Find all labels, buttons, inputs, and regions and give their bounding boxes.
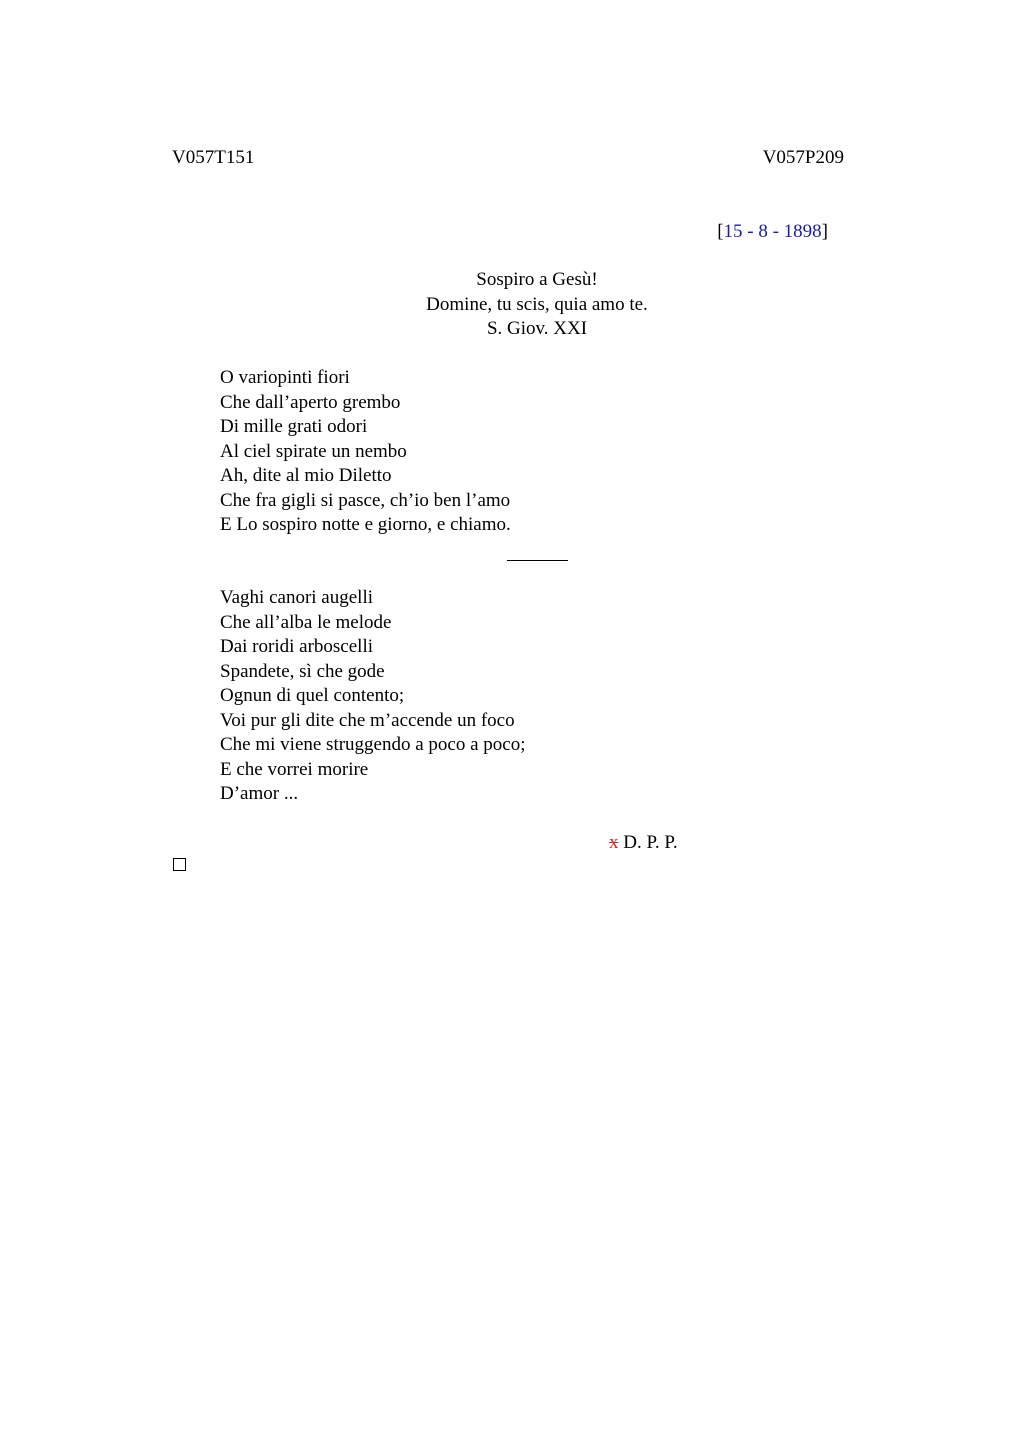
poem-epigraph: Domine, tu scis, quia amo te. bbox=[426, 293, 648, 315]
verse-line: Che mi viene struggendo a poco a poco; bbox=[220, 734, 526, 755]
verse-line: Voi pur gli dite che m’accende un foco bbox=[220, 709, 515, 731]
verse-line: Vaghi canori augelli bbox=[220, 587, 374, 608]
verse-line: Ah, dite al mio Diletto bbox=[220, 465, 392, 486]
date-open-bracket: [ bbox=[717, 221, 724, 242]
page-code-right: V057P209 bbox=[762, 147, 844, 168]
verse-line: O variopinti fiori bbox=[220, 367, 350, 388]
signature bbox=[609, 831, 678, 855]
verse-line: D’amor ... bbox=[220, 783, 299, 804]
verse-line: E che vorrei morire bbox=[220, 758, 369, 780]
stanza-divider bbox=[507, 560, 568, 561]
stanza-1 bbox=[220, 366, 511, 538]
verse-line: Che all’alba le melode bbox=[220, 611, 392, 633]
verse-line: Di mille grati odori bbox=[220, 416, 368, 437]
date-value: 15 - 8 - 1898 bbox=[723, 221, 822, 242]
verse-line: Ognun di quel contento; bbox=[220, 685, 405, 706]
stanza-2 bbox=[220, 586, 526, 807]
date-line bbox=[717, 220, 828, 244]
verse-line: Che dall’aperto grembo bbox=[220, 391, 401, 413]
verse-line: Che fra gigli si pasce, ch’io ben l’amo bbox=[220, 489, 511, 511]
page-code-left: V057T151 bbox=[172, 147, 255, 168]
date-close-bracket: ] bbox=[821, 221, 828, 242]
signature-initials: D. P. P. bbox=[623, 832, 678, 853]
verse-line: Spandete, sì che gode bbox=[220, 660, 385, 682]
poem-title: Sospiro a Gesù! bbox=[476, 269, 598, 290]
verse-line: Dai roridi arboscelli bbox=[220, 636, 374, 657]
poem-epigraph-source: S. Giov. XXI bbox=[486, 318, 588, 339]
verse-line: E Lo sospiro notte e giorno, e chiamo. bbox=[220, 514, 511, 535]
end-box-marker bbox=[173, 858, 186, 871]
cross-mark: x bbox=[609, 832, 619, 853]
verse-line: Al ciel spirate un nembo bbox=[220, 440, 407, 462]
poem-title-block bbox=[0, 268, 1024, 342]
